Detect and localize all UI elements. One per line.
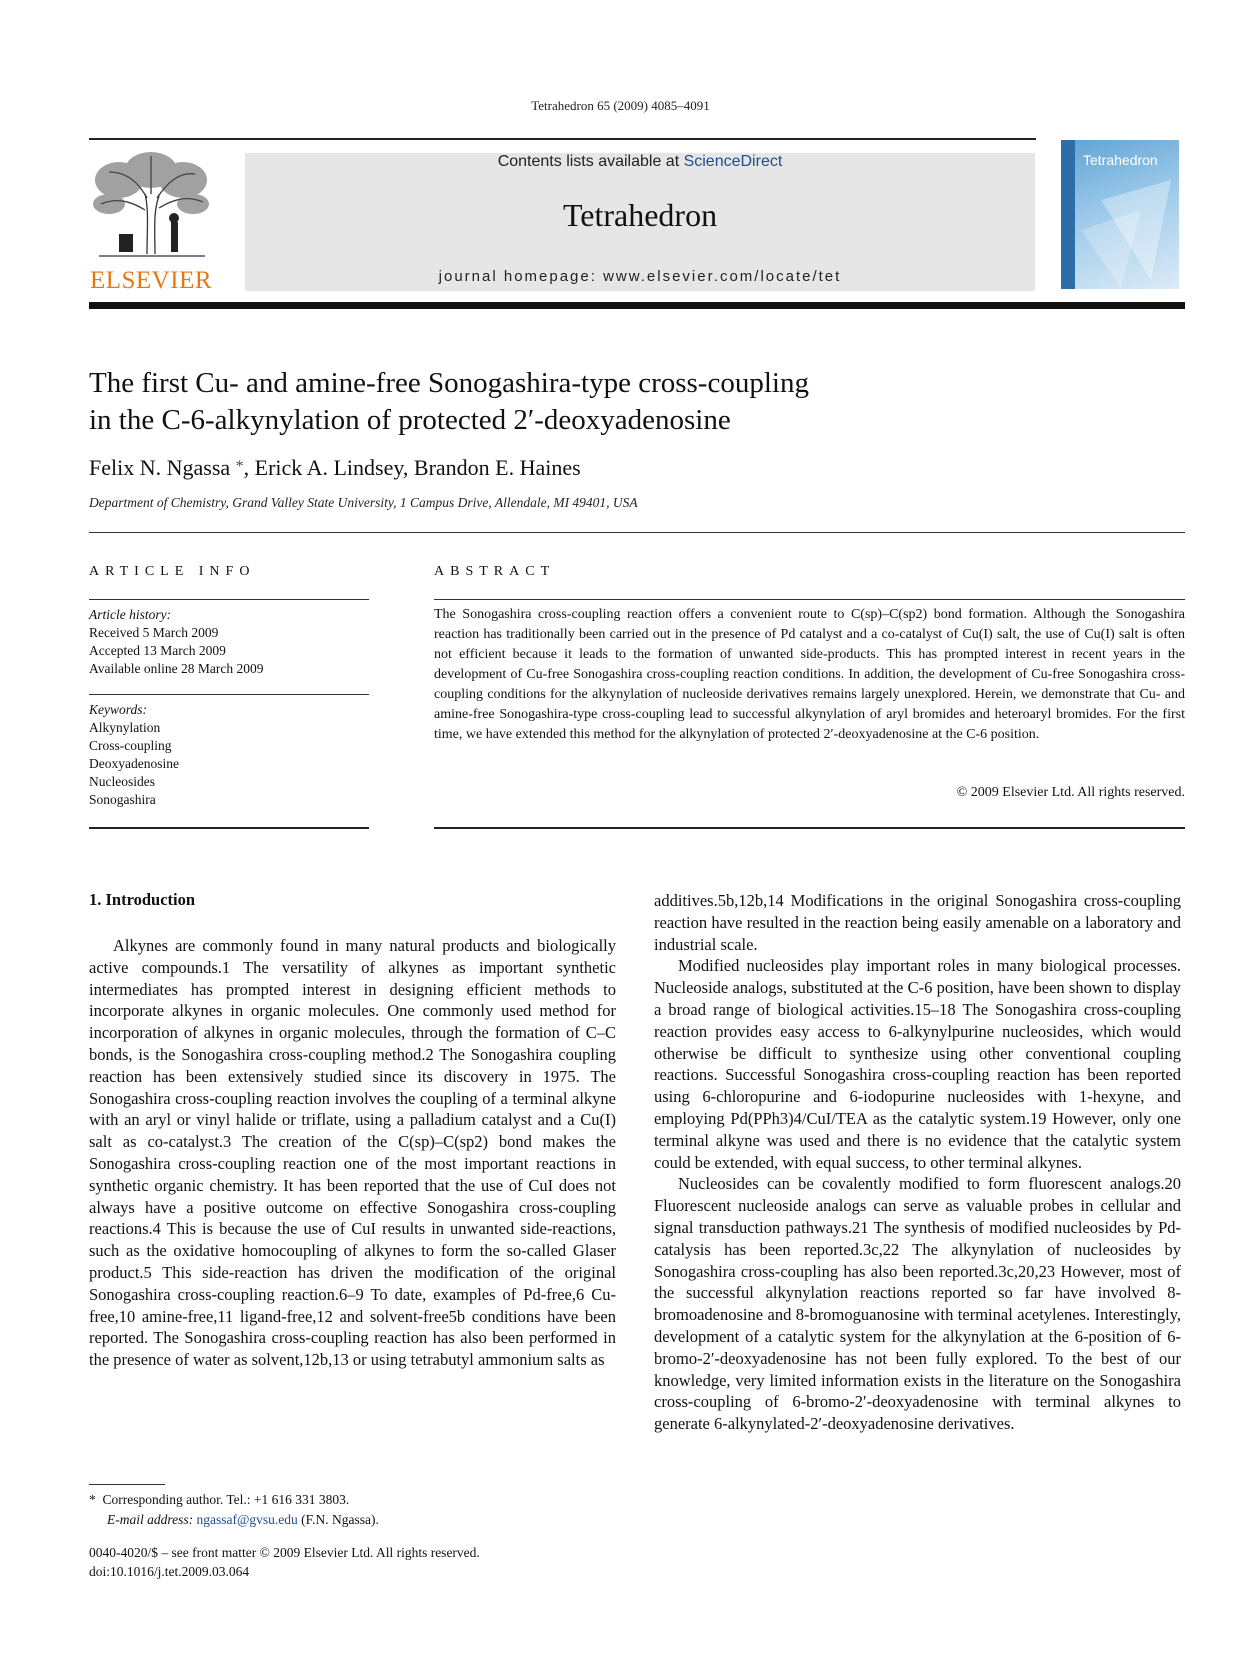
received-date: Received 5 March 2009	[89, 625, 219, 640]
keyword: Alkynylation	[89, 720, 161, 735]
contents-prefix: Contents lists available at	[497, 153, 684, 170]
article-title	[89, 365, 1069, 439]
journal-reference: Tetrahedron 65 (2009) 4085–4091	[531, 98, 710, 113]
publication-footer	[89, 1543, 480, 1581]
email-label: E-mail address:	[107, 1512, 197, 1527]
abstract-bottom-rule	[434, 827, 1185, 829]
author-name: Felix N. Ngassa	[89, 455, 231, 480]
accepted-date: Accepted 13 March 2009	[89, 643, 226, 658]
online-date: Available online 28 March 2009	[89, 661, 264, 676]
body-paragraph: Alkynes are commonly found in many natural products and biologically active compounds.1 The versatility of alkynes as important synthetic intermediates has prompted interest in designing efficient methods to incorporate alkynes in organic molecules. One commonly used method for incorporation of alkynes in organic molecules, through the formation of C–C bonds, is the Sonogashira cross-coupling method.2 The Sonogashira coupling reaction has been extensively studied since its discovery in 1975. The Sonogashira cross-coupling reaction involves the coupling of a terminal alkyne with an aryl or vinyl halide or triflate, using a palladium catalyst and a Cu(I) salt as co-catalyst.3 The creation of the C(sp)–C(sp2) bond makes the Sonogashira cross-coupling reaction one of the most important reactions in synthetic organic chemistry. It has been reported that the use of CuI does not always have a positive outcome on effective Sonogashira cross-coupling reactions.4 This is because the use of CuI results in unwanted side-reactions, such as the oxidative homocoupling of alkynes to form the so-called Glaser product.5 This side-reaction has driven the modification of the original Sonogashira cross-coupling reaction.6–9 To date, examples of Pd-free,6 Cu-free,10 amine-free,11 ligand-free,12 and solvent-free5b conditions have been reported. The Sonogashira cross-coupling reaction has also been performed in the presence of water as solvent,12b,13 or using tetrabutyl ammonium salts as	[89, 936, 616, 1370]
email-line	[89, 1510, 379, 1530]
footnote-rule	[89, 1484, 165, 1485]
info-bottom-rule	[89, 827, 369, 829]
journal-cover-image[interactable]	[1061, 140, 1179, 289]
elsevier-logo[interactable]	[89, 150, 213, 295]
journal-masthead	[245, 153, 1035, 291]
journal-name: Tetrahedron	[562, 197, 718, 233]
body-paragraph: Modified nucleosides play important roles in many biological processes. Nucleoside analogs, substituted at the C-6 position, have been shown to display a broad range of biological activities.15–18 The Sonogashira cross-coupling reaction provides easy access to 6-alkynylpurine nucleosides, which would otherwise be difficult to synthesize using other conventional coupling reactions. Successful Sonogashira cross-coupling reaction has been reported using 6-chloropurine and 6-iodopurine nucleosides with 1-hexyne, and employing Pd(PPh3)4/CuI/TEA as the catalytic system.19 However, only one terminal alkyne was used and there is no evidence that the catalytic system could be extended, with equal success, to other terminal alkynes.	[654, 956, 1181, 1172]
article-history	[89, 606, 369, 678]
elsevier-wordmark: ELSEVIER	[89, 267, 213, 294]
body-paragraph: Nucleosides can be covalently modified to form fluorescent analogs.20 Fluorescent nucleoside analogs can serve as valuable probes in cellular and signal transduction pathways.21 The synthesis of modified nucleosides by Pd-catalysis has been reported.3c,22 The alkynylation of nucleosides by Sonogashira cross-coupling has also been reported.3c,20,23 However, most of the successful alkynylation reactions reported so far have involved 8-bromoadenosine and 8-bromoguanosine with terminal acetylenes. Interestingly, development of a catalytic system for the alkynylation at the 6-position of 6-bromo-2′-deoxyadenosine has not been fully explored. To the best of our knowledge, very limited information exists in the literature on the Sonogashira cross-coupling of 6-bromo-2′-deoxyadenosine with terminal alkynes to generate 6-alkynylated-2′-deoxyadenosine derivatives.	[654, 1174, 1181, 1434]
info-rule	[89, 599, 369, 600]
email-link[interactable]: ngassaf@gvsu.edu	[196, 1512, 298, 1527]
header-rule	[89, 138, 1036, 140]
issn-line: 0040-4020/$ – see front matter © 2009 Elsevier Ltd. All rights reserved.	[89, 1545, 480, 1560]
corresponding-author-note	[89, 1490, 379, 1510]
abstract-copyright: © 2009 Elsevier Ltd. All rights reserved.	[956, 785, 1185, 800]
section-rule	[89, 532, 1185, 533]
cover-graphic-icon	[1061, 140, 1179, 289]
author-list	[89, 455, 581, 481]
keyword: Sonogashira	[89, 792, 156, 807]
abstract-heading: ABSTRACT	[434, 564, 556, 579]
keywords-label: Keywords:	[89, 702, 147, 717]
cover-title: Tetrahedron	[1083, 152, 1158, 168]
email-suffix: (F.N. Ngassa).	[297, 1512, 379, 1527]
keyword: Nucleosides	[89, 774, 155, 789]
section-heading: 1. Introduction	[89, 890, 196, 909]
article-info-heading: ARTICLE INFO	[89, 564, 256, 579]
contents-line	[245, 153, 1035, 171]
footnote	[89, 1490, 379, 1530]
footnote-marker: *	[89, 1492, 96, 1507]
title-line-2: in the C-6-alkynylation of protected 2′-deoxyadenosine	[89, 404, 731, 436]
keyword: Deoxyadenosine	[89, 756, 179, 771]
title-line-1: The first Cu- and amine-free Sonogashira-type cross-coupling	[89, 367, 809, 399]
other-authors: , Erick A. Lindsey, Brandon E. Haines	[243, 455, 581, 480]
journal-homepage-link[interactable]: journal homepage: www.elsevier.com/locate/tet	[438, 268, 842, 285]
body-paragraph: additives.5b,12b,14 Modifications in the original Sonogashira cross-coupling reaction have resulted in the reaction being easily amenable on a laboratory and industrial scale.	[654, 891, 1181, 954]
abstract-text: The Sonogashira cross-coupling reaction offers a convenient route to C(sp)–C(sp2) bond formation. Although the Sonogashira reaction has traditionally been carried out in the presence of Pd catalyst and a co-catalyst of Cu(I) salt, the use of Cu(I) salt is often not efficient because it leads to the formation of unwanted side-products. This has prompted interest in recent years in the development of Cu-free Sonogashira cross-coupling reaction conditions. In addition, the development of Cu-free Sonogashira cross-coupling conditions for the alkynylation of nucleoside derivatives remains largely unexplored. Herein, we demonstrate that Cu- and amine-free Sonogashira-type cross-coupling lead to successful alkynylation of aryl bromides and heteroaryl bromides. For the first time, we have extended this method for the alkynylation of protected 2′-deoxyadenosine at the C-6 position.	[434, 607, 1185, 742]
keywords	[89, 701, 369, 809]
abstract-rule	[434, 599, 1185, 600]
keyword: Cross-coupling	[89, 738, 172, 753]
body-column-left	[89, 935, 616, 1371]
body-column-right	[654, 890, 1181, 1435]
affiliation: Department of Chemistry, Grand Valley State University, 1 Campus Drive, Allendale, MI 49401, USA	[89, 495, 638, 510]
masthead-thick-rule	[89, 302, 1185, 309]
sciencedirect-link[interactable]: ScienceDirect	[683, 153, 783, 170]
history-label: Article history:	[89, 607, 172, 622]
corresponding-author-text: Corresponding author. Tel.: +1 616 331 3803.	[102, 1492, 350, 1507]
corresponding-author-marker[interactable]: *	[235, 458, 244, 475]
tree-icon	[89, 150, 213, 262]
info-rule	[89, 694, 369, 695]
doi-line[interactable]: doi:10.1016/j.tet.2009.03.064	[89, 1564, 250, 1579]
